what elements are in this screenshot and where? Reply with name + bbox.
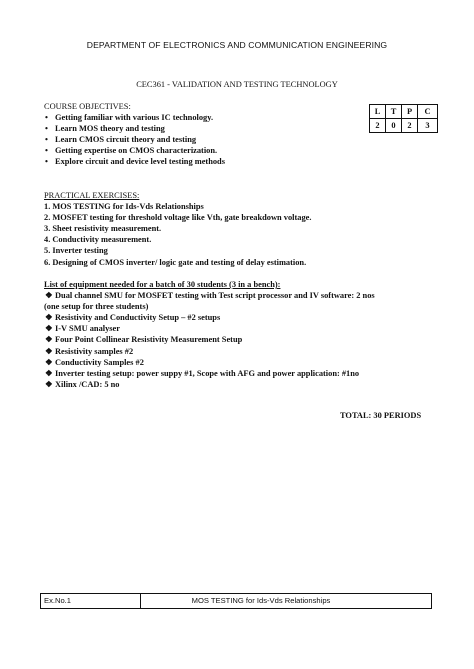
equipment-item: ❖ Resistivity and Conductivity Setup – #2 setups bbox=[45, 313, 221, 323]
diamond-bullet-icon: ❖ bbox=[45, 368, 53, 378]
equipment-item: ❖ Dual channel SMU for MOSFET testing with Test script processor and IV software: 2 nos bbox=[45, 291, 375, 301]
course-objectives-section bbox=[44, 101, 225, 168]
equipment-heading: List of equipment needed for a batch of 30 students (3 in a bench): bbox=[44, 280, 281, 289]
ltpc-value-row bbox=[370, 119, 438, 133]
diamond-bullet-icon: ❖ bbox=[45, 324, 53, 334]
exercise-number-cell: Ex.No.1 bbox=[41, 594, 141, 608]
exercise-item: 6. Designing of CMOS inverter/ logic gate and testing of delay estimation. bbox=[44, 257, 307, 267]
equipment-item: ❖ Four Point Collinear Resistivity Measurement Setup bbox=[45, 335, 243, 345]
ltpc-header-cell: T bbox=[386, 105, 402, 119]
practical-exercises-section bbox=[44, 190, 311, 268]
equipment-item: ❖ Xilinx /CAD: 5 no bbox=[45, 379, 120, 389]
total-periods: TOTAL: 30 PERIODS bbox=[340, 411, 422, 420]
ltpc-value-cell: 2 bbox=[402, 119, 418, 133]
department-heading: DEPARTMENT OF ELECTRONICS AND COMMUNICATION ENGINEERING bbox=[86, 40, 388, 50]
exercise-title-cell: MOS TESTING for Ids-Vds Relationships bbox=[191, 596, 331, 605]
bullet-icon: • bbox=[45, 113, 48, 123]
bullet-icon: • bbox=[45, 146, 48, 156]
ltpc-header-cell: L bbox=[370, 105, 386, 119]
objective-item: • Getting expertise on CMOS characterization. bbox=[45, 146, 218, 156]
ltpc-value-cell: 3 bbox=[418, 119, 438, 133]
equipment-item: ❖ Inverter testing setup: power suppy #1, Scope with AFG and power application: #1no bbox=[45, 368, 360, 378]
diamond-bullet-icon: ❖ bbox=[45, 346, 53, 356]
diamond-bullet-icon: ❖ bbox=[45, 313, 53, 323]
diamond-bullet-icon: ❖ bbox=[45, 335, 53, 345]
bullet-icon: • bbox=[45, 157, 48, 167]
equipment-section bbox=[44, 279, 375, 390]
exercise-item: 3. Sheet resistivity measurement. bbox=[44, 224, 162, 234]
practical-exercises-heading: PRACTICAL EXERCISES: bbox=[44, 191, 140, 200]
objective-item: • Getting familiar with various IC technology. bbox=[45, 113, 214, 123]
ltpc-value-cell: 0 bbox=[386, 119, 402, 133]
exercise-item: 5. Inverter testing bbox=[44, 246, 108, 256]
ltpc-header-cell: C bbox=[418, 105, 438, 119]
exercise-item: 1. MOS TESTING for Ids-Vds Relationships bbox=[44, 202, 204, 212]
ltpc-header-cell: P bbox=[402, 105, 418, 119]
bullet-icon: • bbox=[45, 124, 48, 134]
bullet-icon: • bbox=[45, 135, 48, 145]
ltpc-value-cell: 2 bbox=[370, 119, 386, 133]
objective-item: • Learn MOS theory and testing bbox=[45, 124, 165, 134]
equipment-item: ❖ Conductivity Samples #2 bbox=[45, 357, 144, 367]
objective-item: • Explore circuit and device level testing methods bbox=[45, 157, 225, 167]
equipment-item: ❖ Resistivity samples #2 bbox=[45, 346, 134, 356]
diamond-bullet-icon: ❖ bbox=[45, 291, 53, 301]
equipment-item: ❖ I-V SMU analyser bbox=[45, 324, 120, 334]
objective-item: • Learn CMOS circuit theory and testing bbox=[45, 135, 197, 145]
ltpc-credit-table bbox=[369, 104, 438, 133]
course-title: CEC361 - VALIDATION AND TESTING TECHNOLOGY bbox=[136, 80, 338, 89]
course-objectives-heading: COURSE OBJECTIVES: bbox=[44, 102, 131, 111]
diamond-bullet-icon: ❖ bbox=[45, 357, 53, 367]
exercise-header-table bbox=[40, 593, 432, 609]
ltpc-header-row bbox=[370, 105, 438, 119]
equipment-item-continuation: (one setup for three students) bbox=[44, 302, 149, 312]
exercise-item: 2. MOSFET testing for threshold voltage like Vth, gate breakdown voltage. bbox=[44, 213, 312, 223]
diamond-bullet-icon: ❖ bbox=[45, 379, 53, 389]
exercise-item: 4. Conductivity measurement. bbox=[44, 235, 152, 245]
